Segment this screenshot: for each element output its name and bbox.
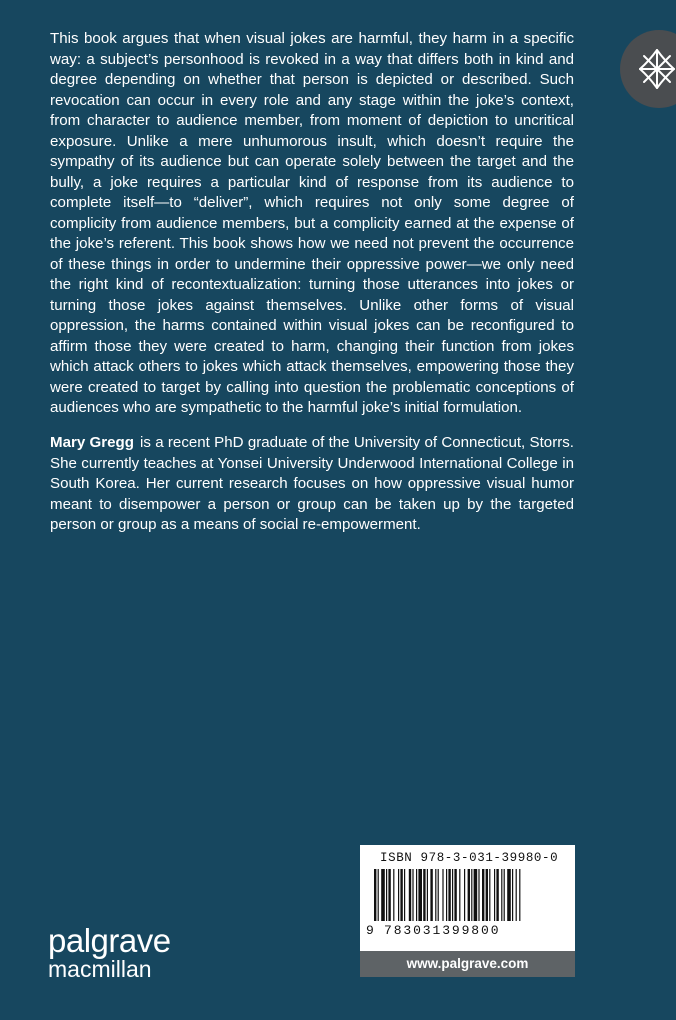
barcode-bar bbox=[435, 869, 436, 921]
barcode-bar bbox=[478, 869, 479, 921]
barcode-bar bbox=[482, 869, 484, 921]
barcode-bar bbox=[438, 869, 439, 921]
barcode-first-digit: 9 bbox=[366, 923, 376, 938]
barcode-bar bbox=[427, 869, 428, 921]
barcode-bar bbox=[378, 869, 379, 921]
barcode-bar bbox=[489, 869, 490, 921]
barcode-bar bbox=[416, 869, 417, 921]
barcode-bar bbox=[398, 869, 399, 921]
barcode-bar bbox=[423, 869, 425, 921]
barcode-bar bbox=[516, 869, 517, 921]
barcode-bar bbox=[446, 869, 447, 921]
barcode-bars bbox=[368, 869, 567, 929]
barcode-bar bbox=[452, 869, 453, 921]
publisher-url: www.palgrave.com bbox=[360, 951, 575, 977]
barcode-bar bbox=[468, 869, 470, 921]
barcode-bar bbox=[501, 869, 502, 921]
isbn-label: ISBN 978-3-031-39980-0 bbox=[380, 851, 559, 865]
barcode-bar bbox=[486, 869, 488, 921]
barcode-number: 783031399800 bbox=[384, 923, 501, 938]
barcode-bar bbox=[474, 869, 478, 921]
barcode-bar bbox=[454, 869, 456, 921]
barcode-bar bbox=[388, 869, 390, 921]
barcode-bar bbox=[494, 869, 495, 921]
barcode-bar bbox=[400, 869, 402, 921]
barcode-bar bbox=[519, 869, 520, 921]
barcode-bar bbox=[504, 869, 505, 921]
publisher-name-line2: macmillan bbox=[48, 956, 152, 982]
barcode-digits bbox=[366, 923, 502, 938]
barcode-bar bbox=[374, 869, 376, 921]
barcode-bar bbox=[404, 869, 405, 921]
barcode-bar bbox=[430, 869, 432, 921]
barcode-bar bbox=[496, 869, 498, 921]
barcode-bar bbox=[412, 869, 413, 921]
barcode-bar bbox=[464, 869, 465, 921]
publisher-logo-badge bbox=[620, 30, 676, 108]
barcode-bar bbox=[442, 869, 443, 921]
barcode-bar bbox=[459, 869, 460, 921]
author-bio bbox=[50, 433, 574, 536]
author-name: Mary Gregg bbox=[50, 434, 134, 451]
barcode-bar bbox=[393, 869, 394, 921]
publisher-name-line1: palgrave bbox=[48, 922, 171, 959]
isbn-barcode bbox=[360, 845, 575, 951]
barcode-bar bbox=[507, 869, 511, 921]
barcode-bar bbox=[512, 869, 513, 921]
barcode-bar bbox=[381, 869, 385, 921]
barcode-bar bbox=[386, 869, 387, 921]
publisher-wordmark bbox=[48, 922, 208, 982]
barcode-bar bbox=[471, 869, 472, 921]
book-description: This book argues that when visual jokes are harmful, they harm in a specific way: a subject’s personhood is revoked in a way that differs both in kind and degree depending on whether that person is depicted or described. Such revocation can occur in every role and any stage within the joke’s context, from character to audience member, from moment of depiction to uncritical exposure. Unlike a mere unhumorous insult, which doesn’t require the sympathy of its audience but can operate solely between the target and the bully, a joke requires a particular kind of response from its audience to complete itself—to “deliver”, which requires not only some degree of complicity from audience members, but a complicity earned at the expense of the joke’s referent. This book shows how we need not prevent the occurrence of these things in order to undermine their oppressive power—we only need the right kind of recontextualization: turning those utterances into jokes or turning those jokes against themselves. Unlike other forms of visual oppression, the harms contained within visual jokes can be reconfigured to affirm those they were created to harm, changing their function from jokes which attack others to jokes which attack themselves, empowering those they were created to target by calling into question the problematic conceptions of audiences who are sympathetic to the harmful joke’s initial formulation. bbox=[50, 30, 574, 416]
barcode-bar bbox=[448, 869, 450, 921]
barcode-bar bbox=[409, 869, 411, 921]
author-bio-text: is a recent PhD graduate of the University of Connecticut, Storrs. She currently teaches at Yonsei University Underwood International College in South Korea. Her current research focuses on how oppressive visual humor meant to disempower a person or group can be taken up by the targeted person or group as a means of social re-empowerment. bbox=[50, 434, 574, 533]
barcode-bar bbox=[418, 869, 422, 921]
